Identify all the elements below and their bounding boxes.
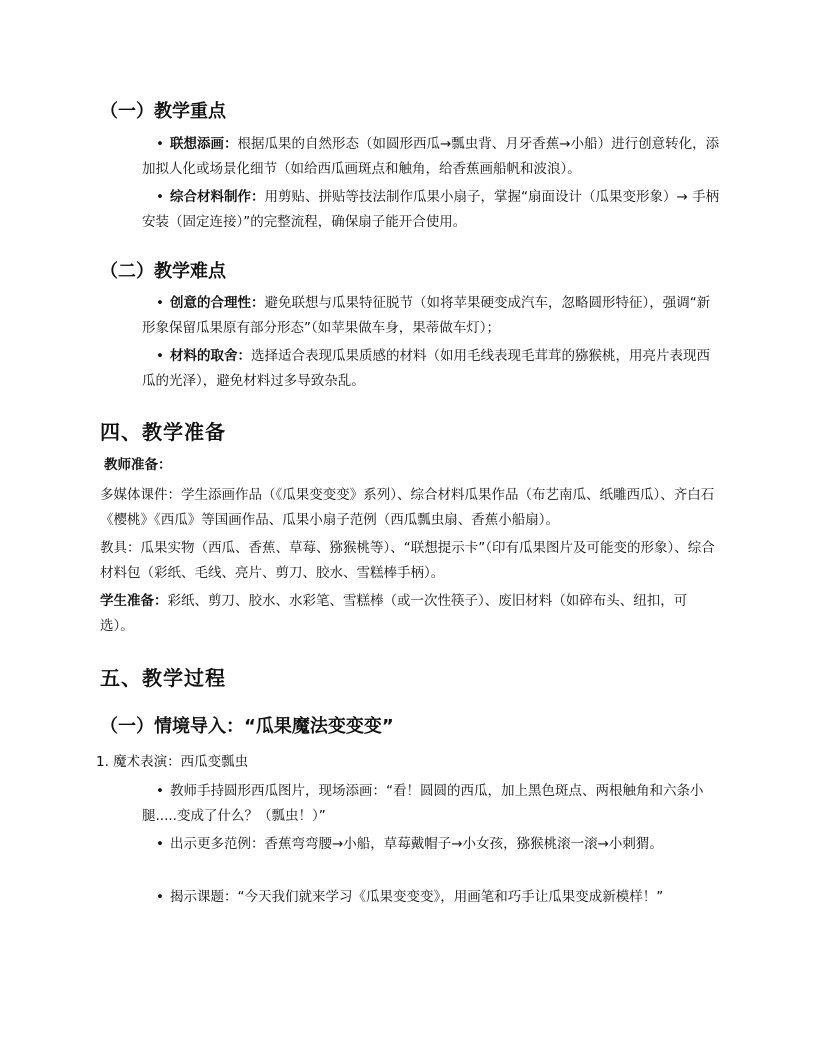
subsection-heading-introduction: （一）情境导入：“瓜果魔法变变变”	[100, 716, 394, 737]
section-heading-difficulties: （二）教学难点	[100, 261, 226, 282]
bullet-text: 揭示课题：“今天我们就来学习《瓜果变变变》，用画笔和巧手让瓜果变成新模样！”	[170, 889, 664, 905]
paragraph-teaching-aids: 教具：瓜果实物（西瓜、香蕉、草莓、猕猴桃等）、“联想提示卡”（印有瓜果图片及可能变的形象）、综合材料包（彩纸、毛线、亮片、剪刀、胶水、雪糕棒手柄）。	[100, 540, 715, 581]
paragraph-multimedia: 多媒体课件：学生添画作品（《瓜果变变变》系列）、综合材料瓜果作品（布艺南瓜、纸雕西瓜）、齐白石《樱桃》《西瓜》等国画作品、瓜果小扇子范例（西瓜瓢虫扇、香蕉小船扇）。	[100, 487, 715, 528]
bullet-label: 联想添画：	[170, 136, 238, 152]
bullet-dot-icon: •	[156, 836, 164, 852]
bullet-label: 材料的取舍：	[170, 348, 251, 364]
section-heading-key-points: （一）教学重点	[100, 101, 226, 122]
bullet-text: 避免联想与瓜果特征脱节（如将苹果硬变成汽车，忽略圆形特征），强调“新形象保留瓜果原有部分形态”（如苹果做车身，果蒂做车灯）；	[142, 295, 711, 336]
bullet-dot-icon: •	[156, 189, 164, 205]
bullet-dot-icon: •	[156, 783, 164, 799]
section-heading-process: 五、教学过程	[100, 666, 226, 690]
paragraph-student-prep	[100, 589, 720, 639]
bullet-text: 出示更多范例：香蕉弯弯腰→小船，草莓戴帽子→小女孩，猕猴桃滚一滚→小刺猬。	[170, 836, 663, 852]
bullet-dot-icon: •	[156, 348, 164, 364]
student-prep-text: 彩纸、剪刀、胶水、水彩笔、雪糕棒（或一次性筷子）、废旧材料（如碎布头、纽扣，可选）。	[100, 593, 688, 634]
bullet-creative-rationality	[142, 291, 720, 341]
bullet-dot-icon: •	[156, 295, 164, 311]
bullet-reveal-topic	[142, 885, 720, 910]
bullet-dot-icon: •	[156, 889, 164, 905]
teacher-prep-heading: 教师准备：	[104, 457, 172, 473]
bullet-text: 根据瓜果的自然形态（如圆形西瓜→瓢虫背、月牙香蕉→小船）进行创意转化，添加拟人化或场景化细节（如给西瓜画斑点和触角，给香蕉画船帆和波浪）。	[142, 136, 720, 177]
bullet-text: 选择适合表现瓜果质感的材料（如用毛线表现毛茸茸的猕猴桃，用亮片表现西瓜的光泽），避免材料过多导致杂乱。	[142, 348, 710, 389]
bullet-dot-icon: •	[156, 136, 164, 152]
bullet-label: 综合材料制作：	[170, 189, 265, 205]
bullet-watermelon-demo	[142, 779, 720, 829]
bullet-imaginative-drawing	[142, 132, 720, 182]
numbered-item-magic-show: 1. 魔术表演：西瓜变瓢虫	[96, 754, 249, 770]
bullet-more-examples	[142, 832, 720, 857]
bullet-mixed-materials	[142, 185, 720, 235]
bullet-text: 教师手持圆形西瓜图片，现场添画：“看！圆圆的西瓜，加上黑色斑点、两根触角和六条小腿.....变成了什么？（瓢虫！）”	[142, 783, 704, 824]
student-prep-label: 学生准备：	[100, 593, 168, 609]
bullet-text: 用剪贴、拼贴等技法制作瓜果小扇子，掌握“扇面设计（瓜果变形象）→ 手柄安装（固定连接）”的完整流程，确保扇子能开合使用。	[142, 189, 720, 230]
bullet-material-selection	[142, 344, 720, 394]
section-heading-preparation: 四、教学准备	[100, 420, 226, 444]
teacher-prep-label	[104, 453, 716, 478]
bullet-label: 创意的合理性：	[170, 295, 265, 311]
